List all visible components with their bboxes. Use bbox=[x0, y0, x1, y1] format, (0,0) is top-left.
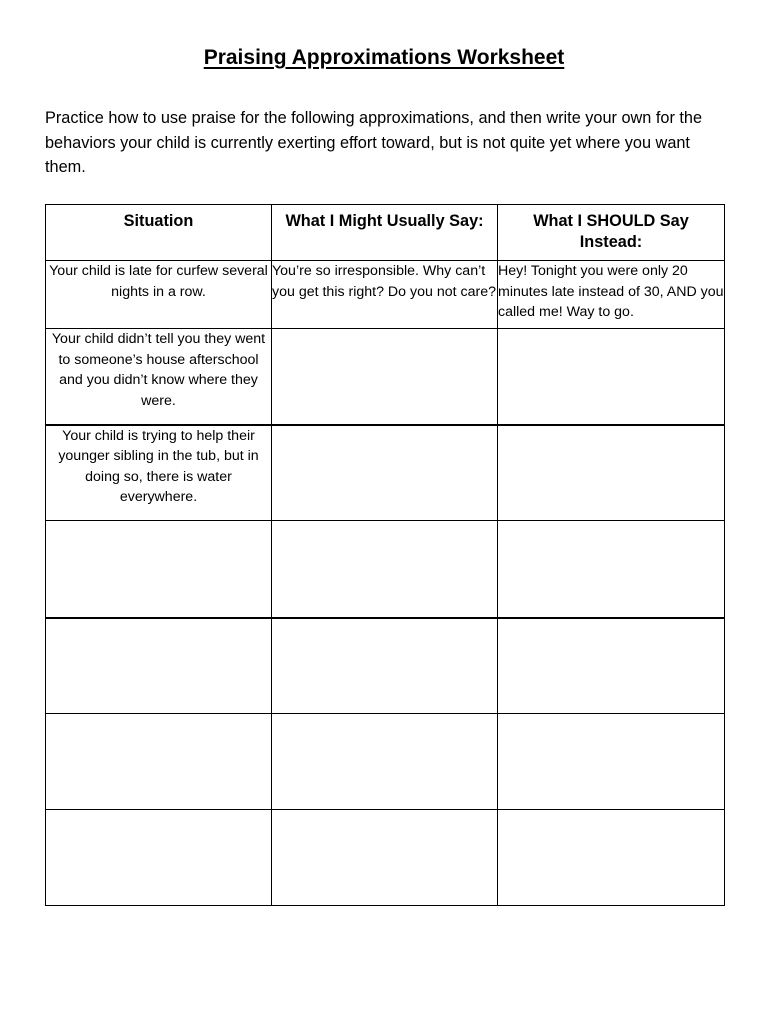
should-say-cell[interactable] bbox=[498, 521, 725, 618]
should-say-cell: Hey! Tonight you were only 20 minutes late instead of 30, AND you called me! Way to go. bbox=[498, 261, 725, 329]
situation-cell: Your child is trying to help their younger sibling in the tub, but in doing so, there is water everywhere. bbox=[46, 425, 272, 521]
situation-cell[interactable] bbox=[46, 810, 272, 906]
should-say-cell[interactable] bbox=[498, 618, 725, 714]
usually-say-cell[interactable] bbox=[272, 810, 498, 906]
header-should-say: What I SHOULD Say Instead: bbox=[498, 205, 725, 261]
should-say-cell[interactable] bbox=[498, 714, 725, 810]
table-row bbox=[46, 329, 725, 425]
worksheet-title: Praising Approximations Worksheet bbox=[203, 46, 565, 69]
table-row bbox=[46, 521, 725, 618]
situation-cell: Your child is late for curfew several nights in a row. bbox=[46, 261, 272, 329]
usually-say-cell[interactable] bbox=[272, 618, 498, 714]
usually-say-cell[interactable] bbox=[272, 521, 498, 618]
table-row bbox=[46, 618, 725, 714]
table-row bbox=[46, 425, 725, 521]
situation-cell[interactable] bbox=[46, 618, 272, 714]
situation-cell[interactable] bbox=[46, 714, 272, 810]
table-header-row bbox=[46, 205, 725, 261]
header-usually-say: What I Might Usually Say: bbox=[272, 205, 498, 261]
should-say-cell[interactable] bbox=[498, 810, 725, 906]
situation-cell: Your child didn’t tell you they went to someone’s house afterschool and you didn’t know where they were. bbox=[46, 329, 272, 425]
praise-table bbox=[45, 204, 725, 906]
usually-say-cell[interactable] bbox=[272, 714, 498, 810]
worksheet-instructions: Practice how to use praise for the following approximations, and then write your own for the behaviors your child is currently exerting effort toward, but is not quite yet where you want them. bbox=[45, 109, 703, 176]
header-situation: Situation bbox=[46, 205, 272, 261]
situation-cell[interactable] bbox=[46, 521, 272, 618]
table-row bbox=[46, 714, 725, 810]
usually-say-cell[interactable] bbox=[272, 425, 498, 521]
should-say-cell[interactable] bbox=[498, 425, 725, 521]
should-say-cell[interactable] bbox=[498, 329, 725, 425]
table-row bbox=[46, 261, 725, 329]
usually-say-cell: You’re so irresponsible. Why can’t you get this right? Do you not care? bbox=[272, 261, 498, 329]
table-row bbox=[46, 810, 725, 906]
usually-say-cell[interactable] bbox=[272, 329, 498, 425]
